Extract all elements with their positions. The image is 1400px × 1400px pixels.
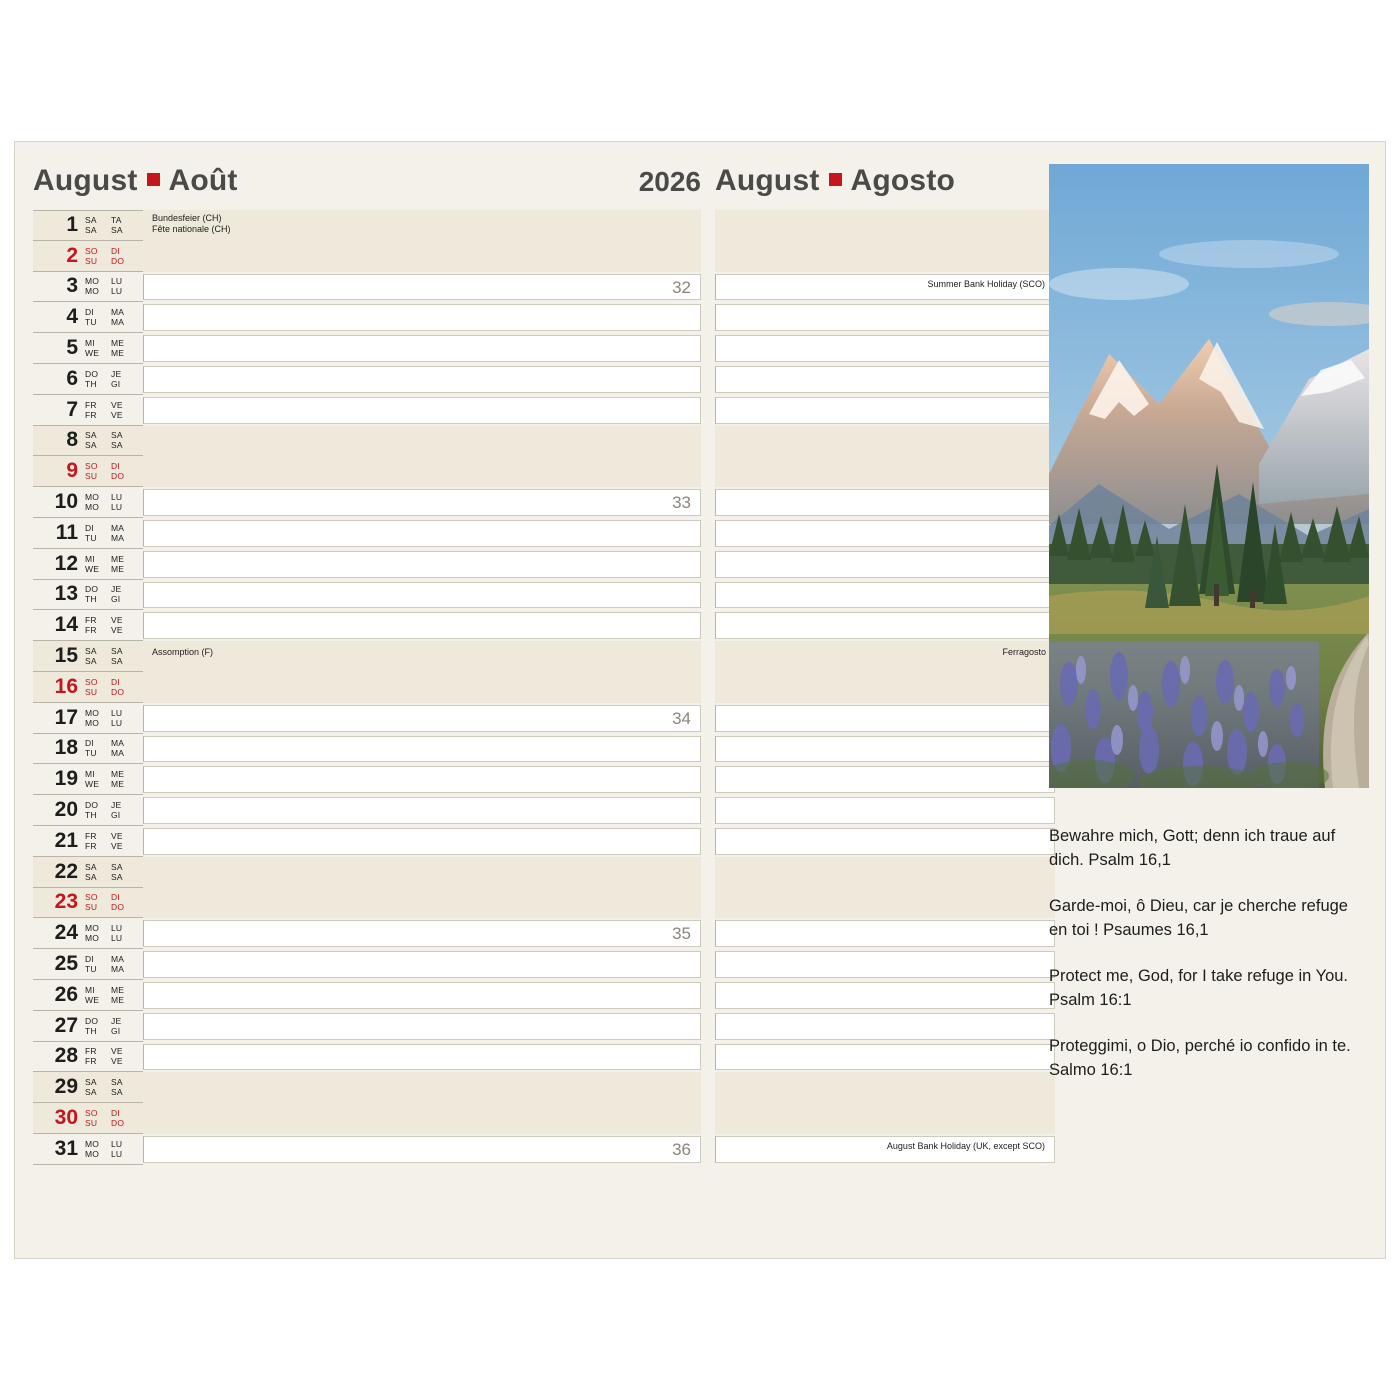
- table-row: [715, 518, 1055, 549]
- day-label: [33, 1103, 143, 1134]
- day-label: [33, 610, 143, 641]
- day-abbreviations: MI WE ME ME: [85, 338, 125, 359]
- day-label: [33, 857, 143, 888]
- day-abbreviations: DO TH JE GI: [85, 368, 122, 389]
- day-label: [33, 888, 143, 919]
- note-field[interactable]: [715, 1105, 1055, 1132]
- day-abbreviations: DO TH JE GI: [85, 800, 122, 821]
- table-row: [33, 672, 701, 703]
- table-row: [33, 949, 701, 980]
- month-name-en: August: [715, 164, 820, 197]
- table-row: [33, 734, 701, 765]
- day-label: [33, 426, 143, 457]
- table-row: [33, 518, 701, 549]
- table-row: [33, 549, 701, 580]
- table-row: [715, 610, 1055, 641]
- day-number: 3: [66, 274, 78, 298]
- day-abbreviations: SO SU DI DO: [85, 461, 125, 482]
- table-row: [715, 826, 1055, 857]
- day-number: 19: [54, 767, 78, 791]
- day-number: 22: [54, 859, 78, 883]
- note-field[interactable]: [143, 489, 701, 516]
- day-number: 24: [54, 921, 78, 945]
- note-field[interactable]: [715, 859, 1055, 886]
- week-number: 35: [672, 924, 691, 944]
- day-number: 5: [66, 336, 78, 360]
- day-label: [33, 734, 143, 765]
- table-row: [715, 302, 1055, 333]
- day-number: 11: [55, 520, 78, 544]
- day-label: [33, 672, 143, 703]
- day-abbreviations: DI TU MA MA: [85, 954, 125, 975]
- day-label: [33, 210, 143, 241]
- note-field[interactable]: [143, 274, 701, 301]
- note-field[interactable]: [143, 982, 701, 1009]
- day-abbreviations: MI WE ME ME: [85, 553, 125, 574]
- illustration-column: [1049, 164, 1369, 1232]
- day-label: [33, 580, 143, 611]
- landscape-photo: [1049, 164, 1369, 788]
- table-row: [715, 210, 1055, 241]
- day-abbreviations: SA SA SA SA: [85, 1077, 123, 1098]
- day-label: [33, 302, 143, 333]
- note-field[interactable]: [715, 982, 1055, 1009]
- left-header: [33, 164, 701, 210]
- right-header: [715, 164, 1055, 210]
- day-number: 29: [54, 1075, 78, 1099]
- note-field[interactable]: [143, 304, 701, 331]
- note-field[interactable]: [715, 489, 1055, 516]
- table-row: [33, 1072, 701, 1103]
- table-row: [715, 888, 1055, 919]
- table-row: [33, 395, 701, 426]
- day-number: 16: [54, 674, 78, 698]
- right-day-rows: [715, 210, 1055, 1165]
- day-number: 18: [54, 736, 78, 760]
- day-abbreviations: DI TU MA MA: [85, 307, 125, 328]
- table-row: [33, 857, 701, 888]
- table-row: [33, 795, 701, 826]
- day-abbreviations: SO SU DI DO: [85, 245, 125, 266]
- verse-de: Bewahre mich, Gott; denn ich traue auf dich. Psalm 16,1: [1049, 827, 1336, 869]
- verse-en: Protect me, God, for I take refuge in You. Psalm 16:1: [1049, 967, 1349, 1009]
- table-row: [33, 302, 701, 333]
- day-number: 7: [66, 397, 78, 421]
- day-label: [33, 980, 143, 1011]
- verses-block: [1049, 824, 1369, 1104]
- day-number: 2: [66, 243, 78, 267]
- table-row: [33, 333, 701, 364]
- table-row: [715, 1011, 1055, 1042]
- day-abbreviations: SA SA TA SA: [85, 215, 123, 236]
- day-label: [33, 764, 143, 795]
- week-number: 36: [672, 1139, 691, 1159]
- day-label: [33, 364, 143, 395]
- note-field[interactable]: [715, 458, 1055, 485]
- day-number: 17: [54, 705, 78, 729]
- note-field[interactable]: [715, 951, 1055, 978]
- table-row: [715, 764, 1055, 795]
- day-abbreviations: FR FR VE VE: [85, 615, 123, 636]
- day-label: [33, 1011, 143, 1042]
- note-field[interactable]: [715, 1044, 1055, 1071]
- table-row: [715, 703, 1055, 734]
- day-abbreviations: DO TH JE GI: [85, 1015, 122, 1036]
- day-abbreviations: SA SA SA SA: [85, 646, 123, 667]
- note-field[interactable]: [715, 920, 1055, 947]
- day-abbreviations: FR FR VE VE: [85, 1046, 123, 1067]
- note-field[interactable]: [143, 951, 701, 978]
- day-abbreviations: SO SU DI DO: [85, 892, 125, 913]
- week-number: 34: [672, 708, 691, 728]
- holiday-label: Ferragosto: [1002, 647, 1046, 658]
- note-field[interactable]: [715, 1074, 1055, 1101]
- day-number: 21: [54, 828, 78, 852]
- table-row: [33, 210, 701, 241]
- day-label: [33, 826, 143, 857]
- note-field[interactable]: [143, 458, 701, 485]
- table-row: [33, 1011, 701, 1042]
- note-field[interactable]: [143, 397, 701, 424]
- month-name-de: August: [33, 164, 138, 197]
- day-abbreviations: MO MO LU LU: [85, 276, 123, 297]
- table-row: [715, 857, 1055, 888]
- table-row: [33, 980, 701, 1011]
- note-field[interactable]: [715, 705, 1055, 732]
- day-number: 30: [54, 1106, 78, 1129]
- table-row: [33, 272, 701, 303]
- note-field[interactable]: [143, 551, 701, 578]
- day-abbreviations: MI WE ME ME: [85, 984, 125, 1005]
- table-row: [715, 1072, 1055, 1103]
- day-abbreviations: MO MO LU LU: [85, 1138, 123, 1159]
- note-field[interactable]: [143, 1044, 701, 1071]
- day-label: [33, 918, 143, 949]
- year-label: 2026: [638, 166, 701, 197]
- note-field[interactable]: [715, 520, 1055, 547]
- table-row: [715, 641, 1055, 672]
- day-number: 15: [54, 644, 78, 668]
- month-name-fr: Août: [168, 164, 238, 197]
- table-row: [33, 364, 701, 395]
- table-row: [33, 456, 701, 487]
- left-column: [33, 164, 701, 1232]
- day-number: 25: [54, 952, 78, 976]
- table-row: [715, 1042, 1055, 1073]
- table-row: [715, 1103, 1055, 1134]
- day-label: [33, 395, 143, 426]
- table-row: [715, 672, 1055, 703]
- table-row: [33, 703, 701, 734]
- note-field[interactable]: [143, 1105, 701, 1132]
- day-number: 9: [66, 459, 78, 483]
- day-label: [33, 641, 143, 672]
- note-field[interactable]: [143, 335, 701, 362]
- day-abbreviations: DO TH JE GI: [85, 584, 122, 605]
- note-field[interactable]: [715, 582, 1055, 609]
- note-field[interactable]: [715, 890, 1055, 917]
- day-abbreviations: SA SA SA SA: [85, 430, 123, 451]
- day-label: [33, 272, 143, 303]
- table-row: [715, 980, 1055, 1011]
- note-field[interactable]: [143, 428, 701, 455]
- table-row: [33, 580, 701, 611]
- note-field[interactable]: [143, 766, 701, 793]
- table-row: [33, 918, 701, 949]
- left-day-rows: [33, 210, 701, 1165]
- day-label: [33, 1042, 143, 1073]
- day-abbreviations: MI WE ME ME: [85, 769, 125, 790]
- note-field[interactable]: [715, 304, 1055, 331]
- day-label: [33, 1134, 143, 1165]
- note-field[interactable]: [715, 674, 1055, 701]
- day-abbreviations: SO SU DI DO: [85, 1108, 125, 1128]
- note-field[interactable]: [143, 859, 701, 886]
- day-number: 4: [66, 305, 78, 329]
- day-label: [33, 549, 143, 580]
- day-abbreviations: MO MO LU LU: [85, 492, 123, 513]
- note-field[interactable]: [143, 612, 701, 639]
- day-abbreviations: FR FR VE VE: [85, 830, 123, 851]
- note-field[interactable]: [143, 736, 701, 763]
- day-number: 13: [54, 582, 78, 606]
- note-field[interactable]: [715, 1136, 1055, 1163]
- table-row: [715, 580, 1055, 611]
- note-field[interactable]: [715, 1013, 1055, 1040]
- note-field[interactable]: [715, 335, 1055, 362]
- table-row: [33, 826, 701, 857]
- note-field[interactable]: [143, 797, 701, 824]
- day-abbreviations: DI TU MA MA: [85, 738, 125, 759]
- table-row: [715, 734, 1055, 765]
- table-row: [33, 610, 701, 641]
- note-field[interactable]: [715, 612, 1055, 639]
- table-row: [715, 549, 1055, 580]
- week-number: 32: [672, 277, 691, 297]
- day-abbreviations: FR FR VE VE: [85, 399, 123, 420]
- day-number: 6: [66, 366, 78, 390]
- holiday-label: Summer Bank Holiday (SCO): [927, 278, 1045, 289]
- table-row: [33, 1042, 701, 1073]
- day-label: [33, 703, 143, 734]
- verse-fr: Garde-moi, ô Dieu, car je cherche refuge en toi ! Psaumes 16,1: [1049, 897, 1348, 939]
- day-number: 31: [54, 1136, 78, 1160]
- note-field[interactable]: [143, 705, 701, 732]
- note-field[interactable]: [715, 274, 1055, 301]
- day-abbreviations: SA SA SA SA: [85, 861, 123, 882]
- table-row: [715, 795, 1055, 826]
- day-number: 1: [66, 213, 78, 237]
- note-field[interactable]: [715, 643, 1055, 670]
- table-row: [33, 1134, 701, 1165]
- day-label: [33, 456, 143, 487]
- table-row: [715, 456, 1055, 487]
- day-abbreviations: MO MO LU LU: [85, 923, 123, 944]
- day-number: 26: [54, 982, 78, 1006]
- note-field[interactable]: [143, 366, 701, 393]
- table-row: [715, 333, 1055, 364]
- note-field[interactable]: [715, 243, 1055, 270]
- table-row: [33, 241, 701, 272]
- day-number: 8: [66, 428, 78, 452]
- month-name-it: Agosto: [850, 164, 956, 197]
- day-label: [33, 949, 143, 980]
- note-field[interactable]: [715, 797, 1055, 824]
- note-field[interactable]: [143, 920, 701, 947]
- table-row: [33, 487, 701, 518]
- verse-it: Proteggimi, o Dio, perché io confido in te. Salmo 16:1: [1049, 1037, 1351, 1079]
- day-label: [33, 333, 143, 364]
- table-row: [715, 426, 1055, 457]
- table-row: [715, 364, 1055, 395]
- note-field[interactable]: [143, 828, 701, 855]
- day-abbreviations: MO MO LU LU: [85, 707, 123, 728]
- holiday-label: August Bank Holiday (UK, except SCO): [886, 1140, 1045, 1151]
- calendar-sheet: [14, 141, 1386, 1259]
- table-row: [715, 918, 1055, 949]
- table-row: [715, 949, 1055, 980]
- note-field[interactable]: [143, 212, 701, 239]
- day-abbreviations: SO SU DI DO: [85, 676, 125, 697]
- table-row: [715, 487, 1055, 518]
- holiday-label: Assomption (F): [152, 647, 214, 658]
- table-row: [33, 426, 701, 457]
- note-field[interactable]: [143, 643, 701, 670]
- day-label: [33, 487, 143, 518]
- right-column: [715, 164, 1055, 1232]
- day-label: [33, 241, 143, 272]
- table-row: [33, 641, 701, 672]
- note-field[interactable]: [715, 397, 1055, 424]
- landscape-photo-svg: [1049, 164, 1369, 788]
- day-number: 10: [54, 490, 78, 514]
- table-row: [715, 395, 1055, 426]
- note-field[interactable]: [715, 366, 1055, 393]
- day-label: [33, 518, 143, 549]
- table-row: [33, 764, 701, 795]
- note-field[interactable]: [143, 1136, 701, 1163]
- table-row: [33, 888, 701, 919]
- day-number: 12: [54, 551, 78, 575]
- week-number: 33: [672, 493, 691, 513]
- day-number: 20: [54, 798, 78, 822]
- table-row: [715, 241, 1055, 272]
- note-field[interactable]: [715, 766, 1055, 793]
- table-row: [715, 272, 1055, 303]
- holiday-label: Bundesfeier (CH) Fête nationale (CH): [152, 213, 231, 234]
- red-square-icon: [147, 173, 160, 186]
- day-number: 23: [54, 890, 78, 914]
- day-label: [33, 1072, 143, 1103]
- note-field[interactable]: [143, 674, 701, 701]
- note-field[interactable]: [715, 736, 1055, 763]
- day-number: 14: [54, 613, 78, 637]
- note-field[interactable]: [715, 428, 1055, 455]
- note-field[interactable]: [143, 582, 701, 609]
- note-field[interactable]: [715, 212, 1055, 239]
- day-number: 28: [54, 1044, 78, 1068]
- note-field[interactable]: [715, 828, 1055, 855]
- day-label: [33, 795, 143, 826]
- table-row: [715, 1134, 1055, 1165]
- note-field[interactable]: [143, 520, 701, 547]
- note-field[interactable]: [143, 1013, 701, 1040]
- red-square-icon: [829, 173, 842, 186]
- note-field[interactable]: [143, 890, 701, 917]
- day-abbreviations: DI TU MA MA: [85, 522, 125, 543]
- day-number: 27: [54, 1013, 78, 1037]
- note-field[interactable]: [715, 551, 1055, 578]
- note-field[interactable]: [143, 243, 701, 270]
- note-field[interactable]: [143, 1074, 701, 1101]
- table-row: [33, 1103, 701, 1134]
